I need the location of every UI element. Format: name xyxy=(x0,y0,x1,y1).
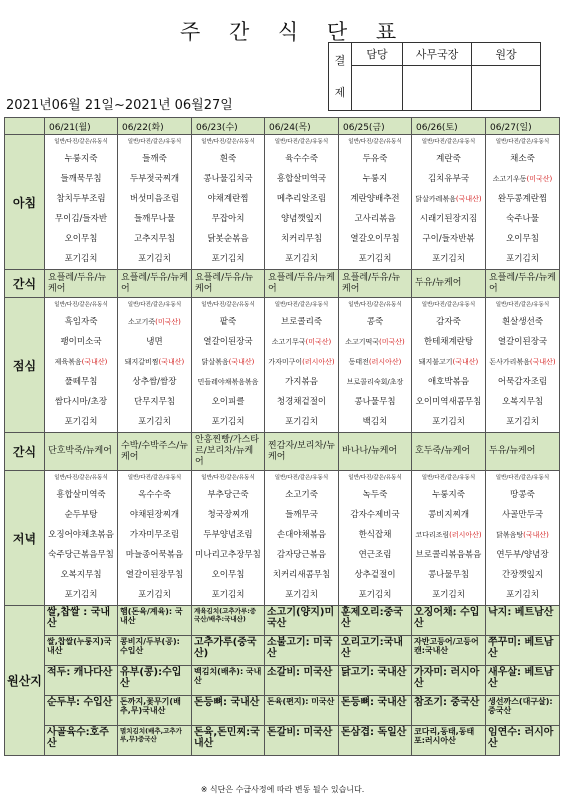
dish-item: 닭볶음탕(국내산) xyxy=(496,531,549,539)
origin-cell: 임연수: 러시아산 xyxy=(486,726,560,756)
dish-item: 청국장찌개 xyxy=(207,510,249,520)
dish-item: 코다리조림(러시아산) xyxy=(415,531,482,539)
origin-cell: 돈등뼈: 국내산 xyxy=(192,696,265,726)
dish-item: 포기김치 xyxy=(506,254,539,264)
dish-item: 오이무침 xyxy=(64,234,98,244)
origin-cell: 유부(콩):수입산 xyxy=(118,666,192,696)
dish-item: 포기김치 xyxy=(358,590,392,600)
dish-item: 계란양배추전 xyxy=(350,194,400,204)
dish-item: 무잡아치 xyxy=(211,214,245,224)
dish-item: 가지볶음 xyxy=(285,377,318,387)
dish-item: 콩나물김치국 xyxy=(203,174,253,184)
origin-tag: (국내산) xyxy=(81,358,108,366)
snack2-cell: 단호박죽/뉴케어 xyxy=(45,433,118,471)
day-header: 06/23(수) xyxy=(192,118,265,135)
corner-cell xyxy=(5,118,45,135)
dish-item: 감자수제비국 xyxy=(350,510,400,520)
dish-item: 완두콩계란찜 xyxy=(497,194,548,204)
snack1-cell: 요플레/두유/뉴케어 xyxy=(486,270,560,298)
dish-item: 일반/다진/갈은/유동식 xyxy=(421,302,476,308)
origin-tag: (국내산) xyxy=(452,358,479,366)
origin-cell: 사골육수:호주산 xyxy=(45,726,118,756)
dish-item: 김치유부국 xyxy=(427,174,470,184)
dish-item: 민들레야채볶음볶음 xyxy=(197,378,259,386)
dish-item: 계란죽 xyxy=(436,154,461,164)
dish-item: 연근조림 xyxy=(358,550,392,560)
dish-item: 미나리고추장무침 xyxy=(195,550,261,560)
origin-tag: (국내산) xyxy=(158,358,185,366)
breakfast-row xyxy=(5,135,560,270)
dish-item: 흥합살미역죽 xyxy=(56,490,106,500)
dinner-cell xyxy=(486,471,560,606)
breakfast-cell xyxy=(118,135,192,270)
dish-item: 일반/다진/갈은/유동식 xyxy=(201,139,255,145)
dish-item: 구이/들자반볶 xyxy=(422,234,475,244)
dinner-cell xyxy=(412,471,486,606)
dish-item: 백김치 xyxy=(362,417,388,427)
dish-item: 치커리무침 xyxy=(280,234,323,244)
dish-item: 포기김치 xyxy=(64,590,98,600)
dish-item: 고추지무침 xyxy=(133,234,176,244)
dish-item: 두부양념조림 xyxy=(203,530,253,540)
approval-col-0: 담당 xyxy=(352,43,403,66)
dish-item: 소고기우동(미국산) xyxy=(492,175,553,183)
dish-item: 콩비지찌개 xyxy=(427,510,470,520)
dish-item: 어묵감자조림 xyxy=(497,377,548,387)
origin-cell: 돈갈비: 미국산 xyxy=(265,726,339,756)
origin-cell: 코다리,동태,동태포:러시아산 xyxy=(412,726,486,756)
dish-item: 오이피클 xyxy=(211,397,245,407)
breakfast-label: 아침 xyxy=(5,135,45,270)
lunch-label: 점심 xyxy=(5,298,45,433)
origin-cell: 소갈비: 미국산 xyxy=(265,666,339,696)
dish-item: 들깨무나물 xyxy=(133,214,176,224)
origin-cell: 새우살: 베트남산 xyxy=(486,666,560,696)
dish-item: 채소죽 xyxy=(510,154,535,164)
dish-item: 육수수죽 xyxy=(285,154,318,164)
origin-cell: 고추가루(중국산) xyxy=(192,636,265,666)
dish-item: 포기김치 xyxy=(64,254,98,264)
approval-col-2: 원장 xyxy=(472,43,541,66)
dish-item: 흰살생선죽 xyxy=(501,317,544,327)
dish-item: 무이김/들자반 xyxy=(54,214,108,224)
dish-item: 일반/다진/갈은/유동식 xyxy=(274,302,329,308)
dish-item: 치커리새콤무침 xyxy=(272,570,331,580)
origin-tag: (국내산) xyxy=(523,531,549,539)
dish-item: 일반/다진/갈은/유동식 xyxy=(495,302,550,308)
dish-item: 감자죽 xyxy=(436,317,461,327)
approval-box xyxy=(328,42,541,111)
origin-row xyxy=(5,606,560,636)
snack2-cell: 안흥찐빵/가스타르/보리차/뉴케어 xyxy=(192,433,265,471)
origin-cell: 콩비지/두부(공): 수입산 xyxy=(118,636,192,666)
dish-item: 가자미구이(러시아산) xyxy=(268,358,335,366)
dish-item: 팥죽 xyxy=(219,317,237,327)
dish-item: 포기김치 xyxy=(64,417,98,427)
origin-label: 원산지 xyxy=(5,606,45,756)
dish-item: 순두부탕 xyxy=(64,510,98,520)
origin-cell: 닭고기: 국내산 xyxy=(339,666,412,696)
dish-item: 흰죽 xyxy=(219,154,237,164)
dish-item: 가자미무조림 xyxy=(129,530,180,540)
dish-item: 단무지무침 xyxy=(133,397,176,407)
dish-item: 팽이미소국 xyxy=(60,337,102,347)
snack1-label: 간식 xyxy=(5,270,45,298)
dish-item: 오징어야채초볶음 xyxy=(48,530,114,540)
dish-item: 참치두부조림 xyxy=(56,194,106,204)
snack2-cell: 호두죽/뉴케어 xyxy=(412,433,486,471)
dish-item: 일반/다진/갈은/유동식 xyxy=(348,139,402,145)
origin-cell: 돈육,돈민찌:국내산 xyxy=(192,726,265,756)
dish-item: 두부젓국찌개 xyxy=(129,174,180,184)
origin-cell: 계육김치(고추가루:중국산/배추:국내산) xyxy=(192,606,265,636)
dish-item: 시래기된장지짐 xyxy=(419,214,478,224)
dish-item: 닭봇순볶음 xyxy=(207,234,249,244)
dish-item: 메추리알조림 xyxy=(276,194,327,204)
dish-item: 포기김치 xyxy=(506,590,539,600)
dish-item: 일반/다진/갈은/유동식 xyxy=(274,139,329,145)
day-header: 06/24(목) xyxy=(265,118,339,135)
dinner-cell xyxy=(118,471,192,606)
dinner-cell xyxy=(339,471,412,606)
snack2-cell: 두유/뉴케어 xyxy=(486,433,560,471)
dish-item: 숙주나물 xyxy=(506,214,539,224)
dish-item: 동태전(러시아산) xyxy=(348,358,402,366)
dish-item: 쌈다시마/초장 xyxy=(54,397,108,407)
dish-item: 일반/다진/갈은/유동식 xyxy=(274,475,329,481)
breakfast-cell xyxy=(412,135,486,270)
dish-item: 들깨무국 xyxy=(285,510,318,520)
origin-row xyxy=(5,696,560,726)
dish-item: 브로콜리숙회/초장 xyxy=(346,378,404,386)
dish-item: 일반/다진/갈은/유동식 xyxy=(348,475,402,481)
snack2-label: 간식 xyxy=(5,433,45,471)
origin-row xyxy=(5,636,560,666)
dish-item: 돼지갈비찜(국내산) xyxy=(124,358,185,366)
dish-item: 들깨묵무침 xyxy=(60,174,102,184)
dish-item: 일반/다진/갈은/유동식 xyxy=(421,139,476,145)
dish-item: 포기김치 xyxy=(432,254,465,264)
origin-cell: 오리고기:국내산 xyxy=(339,636,412,666)
dish-item: 포기김치 xyxy=(285,590,318,600)
dish-item: 부추당근죽 xyxy=(207,490,249,500)
origin-cell: 쌀,찹쌀(누룽지)국내산 xyxy=(45,636,118,666)
day-header: 06/22(화) xyxy=(118,118,192,135)
dish-item: 포기김치 xyxy=(211,417,245,427)
lunch-cell xyxy=(265,298,339,433)
approval-sign-1 xyxy=(403,66,472,111)
snack1-row xyxy=(5,270,560,298)
dish-item: 소고기죽 xyxy=(285,490,318,500)
origin-tag: (미국산) xyxy=(526,175,553,183)
dinner-cell xyxy=(45,471,118,606)
dish-item: 마늘종어묵볶음 xyxy=(125,550,184,560)
origin-cell: 낙지: 베트남산 xyxy=(486,606,560,636)
dish-item: 일반/다진/갈은/유동식 xyxy=(421,475,476,481)
dish-item: 제육볶음(국내산) xyxy=(54,358,108,366)
origin-cell: 쭈꾸미: 베트남산 xyxy=(486,636,560,666)
day-header: 06/27(일) xyxy=(486,118,560,135)
dish-item: 포기김치 xyxy=(138,417,171,427)
snack1-cell: 요플레/두유/뉴케어 xyxy=(45,270,118,298)
origin-tag: (미국산) xyxy=(305,338,332,346)
lunch-row xyxy=(5,298,560,433)
origin-cell: 멸치김치(배추,고추가루,무)중국산 xyxy=(118,726,192,756)
dinner-cell xyxy=(265,471,339,606)
dish-item: 한테채계란탕 xyxy=(423,337,474,347)
dish-item: 녹두죽 xyxy=(362,490,388,500)
lunch-cell xyxy=(45,298,118,433)
approval-sign-2 xyxy=(472,66,541,111)
origin-cell: 백김치(배추): 국내산 xyxy=(192,666,265,696)
dish-item: 포기김치 xyxy=(138,254,171,264)
origin-cell: 생선까스(대구살):중국산 xyxy=(486,696,560,726)
lunch-cell xyxy=(486,298,560,433)
dish-item: 콩죽 xyxy=(366,317,384,327)
lunch-cell xyxy=(118,298,192,433)
dish-item: 한식잡채 xyxy=(358,530,392,540)
dish-item: 일반/다진/갈은/유동식 xyxy=(54,475,108,481)
dish-item: 땅콩죽 xyxy=(510,490,535,500)
dish-item: 냉면 xyxy=(146,337,163,347)
dish-item: 포기김치 xyxy=(506,417,539,427)
dish-item: 열갈이된장국 xyxy=(497,337,548,347)
dish-item: 열갈이된장국 xyxy=(203,337,253,347)
dinner-cell xyxy=(192,471,265,606)
dish-item: 소고기무국(미국산) xyxy=(271,338,332,346)
breakfast-cell xyxy=(339,135,412,270)
origin-cell: 돈까지,꽃무기(배추,무)국내산 xyxy=(118,696,192,726)
origin-cell: 참조기: 중국산 xyxy=(412,696,486,726)
dish-item: 오이미역새콤무침 xyxy=(415,397,482,407)
origin-cell: 적두: 캐나다산 xyxy=(45,666,118,696)
origin-tag: (러시아산) xyxy=(302,358,335,366)
dish-item: 누룽지죽 xyxy=(432,490,465,500)
dish-item: 야채된장찌개 xyxy=(129,510,180,520)
dish-item: 일반/다진/갈은/유동식 xyxy=(54,139,108,145)
dish-item: 닭살볶음(국내산) xyxy=(201,358,255,366)
dish-item: 옥수수죽 xyxy=(138,490,171,500)
dish-item: 열갈오이무침 xyxy=(350,234,400,244)
dish-item: 두유죽 xyxy=(362,154,388,164)
snack2-cell: 바나나/뉴케어 xyxy=(339,433,412,471)
origin-row xyxy=(5,726,560,756)
snack1-cell: 요플레/두유/뉴케어 xyxy=(192,270,265,298)
dish-item: 누룽지죽 xyxy=(64,154,98,164)
day-header: 06/25(금) xyxy=(339,118,412,135)
lunch-cell xyxy=(192,298,265,433)
origin-tag: (미국산) xyxy=(155,318,181,326)
dish-item: 상추겉절이 xyxy=(354,570,396,580)
breakfast-cell xyxy=(192,135,265,270)
snack1-cell: 요플레/두유/뉴케어 xyxy=(265,270,339,298)
dish-item: 브로콜리볶음볶음 xyxy=(415,550,482,560)
dish-item: 숙주당근볶음무침 xyxy=(48,550,114,560)
dish-item: 들깨죽 xyxy=(142,154,167,164)
breakfast-cell xyxy=(486,135,560,270)
origin-tag: (미국산) xyxy=(379,338,405,346)
approval-sign-0 xyxy=(352,66,403,111)
origin-cell: 돈육(편지): 미국산 xyxy=(265,696,339,726)
dish-item: 콩나물무침 xyxy=(354,397,396,407)
dish-item: 포기김치 xyxy=(432,417,465,427)
snack2-cell: 수박/수박주스/뉴케어 xyxy=(118,433,192,471)
dish-item: 포기김치 xyxy=(432,590,465,600)
dish-item: 포기김치 xyxy=(211,254,245,264)
dish-item: 소고기죽(미국산) xyxy=(128,318,181,326)
dish-item: 일반/다진/갈은/유동식 xyxy=(127,302,182,308)
origin-tag: (국내산) xyxy=(455,195,482,203)
origin-cell: 돈삼겹: 독일산 xyxy=(339,726,412,756)
dish-item: 청경채겉절이 xyxy=(276,397,327,407)
breakfast-cell xyxy=(45,135,118,270)
snack1-cell: 요플레/두유/뉴케어 xyxy=(339,270,412,298)
dish-item: 일반/다진/갈은/유동식 xyxy=(201,475,255,481)
dish-item: 양념깻잎지 xyxy=(280,214,323,224)
approval-label: 결 제 xyxy=(329,43,352,111)
dish-item: 누룽지 xyxy=(362,174,388,184)
dish-item: 포기김치 xyxy=(285,254,318,264)
dish-item: 일반/다진/갈은/유동식 xyxy=(495,139,550,145)
weekly-menu-table xyxy=(4,117,560,756)
origin-tag: (국내산) xyxy=(228,358,255,366)
approval-col-1: 사무국장 xyxy=(403,43,472,66)
lunch-cell xyxy=(339,298,412,433)
snack1-cell: 요플레/두유/뉴케어 xyxy=(118,270,192,298)
dish-item: 야채계란찜 xyxy=(207,194,249,204)
dish-item: 일반/다진/갈은/유동식 xyxy=(201,302,255,308)
day-header: 06/21(월) xyxy=(45,118,118,135)
day-header: 06/26(토) xyxy=(412,118,486,135)
dish-item: 오복지무침 xyxy=(60,570,102,580)
dish-item: 흑임자죽 xyxy=(64,317,98,327)
dish-item: 포기김치 xyxy=(211,590,245,600)
dish-item: 오이무침 xyxy=(211,570,245,580)
dish-item: 돈사가리볶음(국내산) xyxy=(489,358,556,366)
dish-item: 흥합살미역국 xyxy=(276,174,327,184)
dish-item: 연두부/양념장 xyxy=(496,550,549,560)
dish-item: 손대야채볶음 xyxy=(276,530,327,540)
dish-item: 감자당근볶음 xyxy=(276,550,327,560)
dish-item: 고사리볶음 xyxy=(354,214,396,224)
dinner-label: 저녁 xyxy=(5,471,45,606)
snack2-cell: 찐감자/보리차/뉴케어 xyxy=(265,433,339,471)
dish-item: 오복지무침 xyxy=(501,397,544,407)
snack2-row xyxy=(5,433,560,471)
dish-item: 간장깻잎지 xyxy=(501,570,544,580)
origin-cell: 가자미: 러시아산 xyxy=(412,666,486,696)
dish-item: 일반/다진/갈은/유동식 xyxy=(495,475,550,481)
dish-item: 일반/다진/갈은/유동식 xyxy=(127,139,182,145)
breakfast-cell xyxy=(265,135,339,270)
dish-item: 포기김치 xyxy=(285,417,318,427)
dish-item: 버섯미음조림 xyxy=(129,194,180,204)
origin-row xyxy=(5,666,560,696)
dish-item: 포기김치 xyxy=(358,254,392,264)
dish-item: 브로콜리죽 xyxy=(280,317,323,327)
origin-tag: (러시아산) xyxy=(449,531,482,539)
origin-cell: 소불고기: 미국산 xyxy=(265,636,339,666)
dish-item: 풀떼무침 xyxy=(64,377,98,387)
dish-item: 오이무침 xyxy=(506,234,539,244)
dinner-row xyxy=(5,471,560,606)
snack1-cell: 두유/뉴케어 xyxy=(412,270,486,298)
dish-item: 포기김치 xyxy=(138,590,171,600)
origin-tag: (국내산) xyxy=(529,358,556,366)
dish-item: 일반/다진/갈은/유동식 xyxy=(127,475,182,481)
dish-item: 열갈이된장무침 xyxy=(125,570,184,580)
dish-item: 애호박볶음 xyxy=(427,377,470,387)
origin-tag: (러시아산) xyxy=(368,358,402,366)
origin-cell: 오징어채: 수입산 xyxy=(412,606,486,636)
lunch-cell xyxy=(412,298,486,433)
dish-item: 일반/다진/갈은/유동식 xyxy=(348,302,402,308)
origin-cell: 순두부: 수입산 xyxy=(45,696,118,726)
dish-item: 사골만두국 xyxy=(501,510,544,520)
day-header-row xyxy=(5,118,560,135)
origin-cell: 훈제오리:중국산 xyxy=(339,606,412,636)
menu-period: 2021년06월 21일~2021년 06월27일 xyxy=(6,98,233,113)
menu-notice: ※ 식단은 수급사정에 따라 변동 될수 있습니다. xyxy=(200,785,365,794)
origin-cell: 쌀,찹쌀 : 국내산 xyxy=(45,606,118,636)
origin-cell: 햄(돈육/계육): 국내산 xyxy=(118,606,192,636)
dish-item: 소고기떡국(미국산) xyxy=(345,338,405,346)
dish-item: 콩나물무침 xyxy=(427,570,470,580)
dish-item: 닭살카레볶음(국내산) xyxy=(415,195,482,203)
dish-item: 일반/다진/갈은/유동식 xyxy=(54,302,108,308)
origin-cell: 돈등뼈: 국내산 xyxy=(339,696,412,726)
dish-item: 돼지불고기(국내산) xyxy=(418,358,479,366)
origin-cell: 자반고등어/고등어캔:국내산 xyxy=(412,636,486,666)
origin-cell: 소고기(양지)미국산 xyxy=(265,606,339,636)
menu-title: 주 간 식 단 표 xyxy=(180,20,408,44)
dish-item: 상추쌈/쌈장 xyxy=(132,377,177,387)
